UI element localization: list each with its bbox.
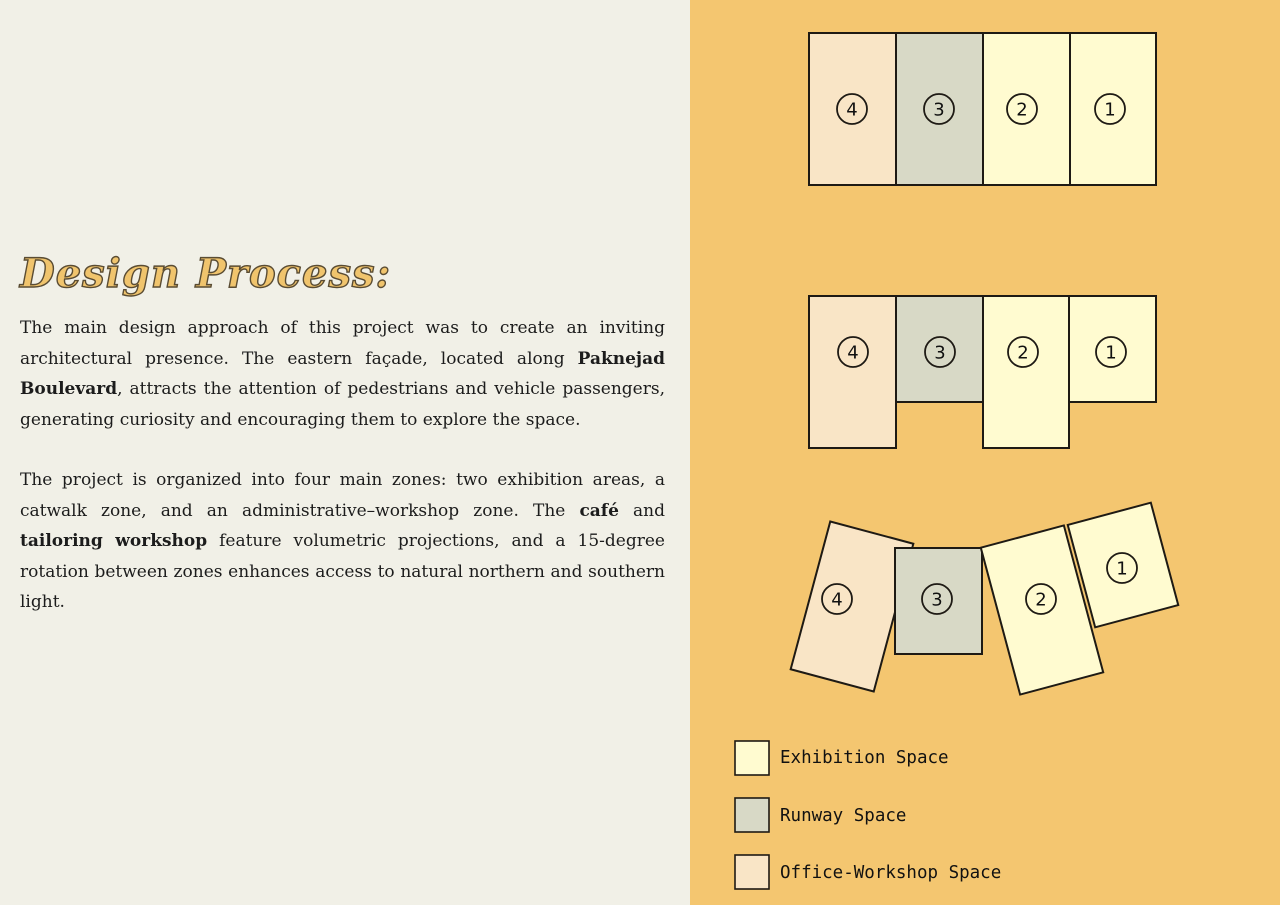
zone-number-label: 2 [1016, 99, 1028, 121]
zone-number-label: 4 [847, 342, 859, 364]
zone-number-label: 2 [1035, 589, 1047, 611]
paragraph-text: feature volumetric projections, and a 15-degree rotation between zones enhances access to natural northern and southern light. [20, 531, 665, 612]
zone-number-label: 3 [931, 589, 943, 611]
zone-number-label: 1 [1104, 99, 1116, 121]
highlight-text: café [579, 500, 619, 521]
zone-number-label: 1 [1116, 558, 1128, 580]
zoning-stage-1 [809, 33, 1156, 185]
legend-item-office [735, 855, 1001, 889]
zoning-stage-3 [791, 503, 1179, 695]
zone-1 [1070, 33, 1156, 185]
zone-number-label: 4 [846, 99, 858, 121]
zone-3 [896, 33, 983, 185]
legend-label: Runway Space [780, 806, 907, 826]
legend-item-runway [735, 798, 906, 832]
paragraph-text: , attracts the attention of pedestrians and vehicle passengers, generating curiosity and encouraging them to explore the space. [20, 379, 665, 430]
paragraph-text: and [618, 500, 666, 521]
zone-block [983, 296, 1069, 448]
legend [735, 741, 1001, 889]
highlight-text: Paknejad Boulevard [20, 348, 665, 399]
zone-number-label: 3 [934, 342, 946, 364]
legend-label: Exhibition Space [780, 748, 949, 768]
diagram-panel [690, 0, 1280, 905]
zone-3 [895, 548, 982, 654]
zone-number-label: 3 [933, 99, 945, 121]
legend-label: Office-Workshop Space [780, 863, 1002, 883]
page-title: Design Process: [20, 250, 392, 297]
zone-4 [809, 33, 896, 185]
paragraph-text: The main design approach of this project was to create an inviting architectural presence. The eastern façade, located along [20, 318, 665, 369]
zone-number-label: 1 [1105, 342, 1117, 364]
legend-swatch [735, 855, 769, 889]
zone-2 [983, 296, 1069, 448]
zoning-diagram [690, 0, 1280, 905]
zone-number-label: 4 [831, 589, 843, 611]
description [20, 313, 665, 618]
legend-swatch [735, 798, 769, 832]
zoning-stage-2 [809, 296, 1156, 448]
highlight-text: tailoring workshop [20, 531, 208, 551]
legend-item-exhibition [735, 741, 949, 775]
zone-number-label: 2 [1017, 342, 1029, 364]
paragraph-zones [20, 465, 665, 618]
legend-swatch [735, 741, 769, 775]
paragraph-facade [20, 313, 665, 435]
zone-2 [983, 33, 1070, 185]
zone-block [809, 296, 896, 448]
zone-4 [809, 296, 896, 448]
zone-1 [1069, 296, 1156, 402]
zone-3 [896, 296, 983, 402]
paragraph-text: The project is organized into four main zones: two exhibition areas, a catwalk zone, and an administrative–workshop zone. The [20, 470, 665, 521]
